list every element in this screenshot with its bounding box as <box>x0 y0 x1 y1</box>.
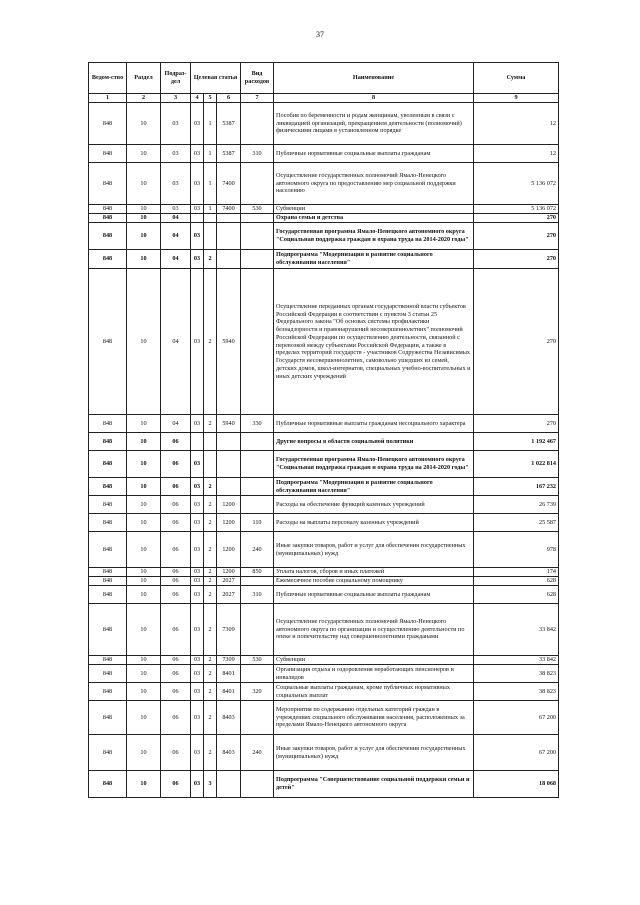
cell-target-code <box>217 223 241 250</box>
cell-target-code: 5387 <box>217 103 241 145</box>
cell-sum: 12 <box>474 145 559 163</box>
table-row <box>89 269 559 415</box>
table-row <box>89 586 559 604</box>
cell-target-subprogram: 2 <box>204 665 217 683</box>
cell-subsection: 03 <box>161 205 191 214</box>
cell-target-subprogram: 2 <box>204 532 217 568</box>
cell-expense-type: 240 <box>241 532 274 568</box>
cell-section: 10 <box>127 223 161 250</box>
cell-target-code: 8401 <box>217 683 241 701</box>
column-number: 2 <box>127 94 161 103</box>
cell-department: 848 <box>89 478 127 496</box>
cell-section: 10 <box>127 735 161 771</box>
cell-name: Публичные нормативные социальные выплаты гражданам <box>274 145 474 163</box>
cell-department: 848 <box>89 223 127 250</box>
column-number: 5 <box>204 94 217 103</box>
cell-sum: 978 <box>474 532 559 568</box>
cell-target-code: 1200 <box>217 496 241 514</box>
header-section: Раздел <box>127 63 161 94</box>
cell-subsection: 06 <box>161 735 191 771</box>
cell-target-program: 03 <box>191 735 204 771</box>
cell-sum: 270 <box>474 415 559 433</box>
cell-sum: 5 136 072 <box>474 163 559 205</box>
cell-target-subprogram: 2 <box>204 604 217 656</box>
cell-target-subprogram: 3 <box>204 771 217 798</box>
cell-department: 848 <box>89 656 127 665</box>
cell-section: 10 <box>127 103 161 145</box>
cell-target-subprogram <box>204 223 217 250</box>
cell-section: 10 <box>127 701 161 735</box>
cell-section: 10 <box>127 496 161 514</box>
cell-subsection: 04 <box>161 223 191 250</box>
cell-section: 10 <box>127 433 161 451</box>
cell-expense-type: 530 <box>241 205 274 214</box>
cell-target-program: 03 <box>191 451 204 478</box>
cell-department: 848 <box>89 683 127 701</box>
cell-target-subprogram: 1 <box>204 145 217 163</box>
cell-target-subprogram: 2 <box>204 701 217 735</box>
cell-target-program <box>191 433 204 451</box>
cell-target-code: 1200 <box>217 568 241 577</box>
cell-expense-type <box>241 214 274 223</box>
cell-sum: 167 232 <box>474 478 559 496</box>
cell-target-code: 1200 <box>217 532 241 568</box>
cell-section: 10 <box>127 604 161 656</box>
cell-target-program: 03 <box>191 496 204 514</box>
cell-section: 10 <box>127 214 161 223</box>
cell-target-code: 1200 <box>217 514 241 532</box>
cell-sum: 67 200 <box>474 701 559 735</box>
cell-section: 10 <box>127 451 161 478</box>
cell-subsection: 03 <box>161 103 191 145</box>
cell-department: 848 <box>89 577 127 586</box>
cell-subsection: 06 <box>161 586 191 604</box>
table-row <box>89 568 559 577</box>
cell-section: 10 <box>127 665 161 683</box>
cell-target-program: 03 <box>191 577 204 586</box>
cell-target-program: 03 <box>191 532 204 568</box>
cell-section: 10 <box>127 568 161 577</box>
table-row <box>89 656 559 665</box>
cell-section: 10 <box>127 683 161 701</box>
cell-subsection: 06 <box>161 451 191 478</box>
budget-table <box>88 62 559 798</box>
cell-subsection: 06 <box>161 496 191 514</box>
cell-subsection: 06 <box>161 478 191 496</box>
column-number: 3 <box>161 94 191 103</box>
cell-department: 848 <box>89 433 127 451</box>
table-row <box>89 433 559 451</box>
cell-section: 10 <box>127 514 161 532</box>
cell-target-subprogram: 2 <box>204 683 217 701</box>
cell-subsection: 06 <box>161 514 191 532</box>
cell-subsection: 04 <box>161 214 191 223</box>
table-row <box>89 604 559 656</box>
cell-sum: 38 823 <box>474 665 559 683</box>
cell-expense-type: 240 <box>241 735 274 771</box>
header-target-article: Целевая статья <box>191 63 241 94</box>
cell-name: Подпрограмма "Модернизация и развитие социального обслуживания населения" <box>274 250 474 269</box>
table-row <box>89 496 559 514</box>
cell-sum: 270 <box>474 269 559 415</box>
cell-subsection: 06 <box>161 532 191 568</box>
cell-target-code: 7400 <box>217 163 241 205</box>
table-row <box>89 415 559 433</box>
cell-name: Другие вопросы в области социальной политики <box>274 433 474 451</box>
cell-name: Расходы на выплаты персоналу казенных учреждений <box>274 514 474 532</box>
header-sum: Сумма <box>474 63 559 94</box>
column-number: 6 <box>217 94 241 103</box>
cell-subsection: 03 <box>161 163 191 205</box>
cell-subsection: 03 <box>161 145 191 163</box>
header-department: Ведом-ство <box>89 63 127 94</box>
cell-target-program <box>191 214 204 223</box>
cell-target-subprogram: 2 <box>204 269 217 415</box>
cell-target-code: 7309 <box>217 656 241 665</box>
cell-name: Осуществление государственных полномочий Ямало-Ненецкого автономного округа по организации и осуществлению деятельности по опеке и попечительству над совершеннолетними гражданами <box>274 604 474 656</box>
cell-section: 10 <box>127 269 161 415</box>
cell-department: 848 <box>89 735 127 771</box>
table-row <box>89 683 559 701</box>
header-row <box>89 63 559 94</box>
cell-target-subprogram: 2 <box>204 656 217 665</box>
cell-section: 10 <box>127 577 161 586</box>
cell-section: 10 <box>127 205 161 214</box>
cell-target-program: 03 <box>191 145 204 163</box>
cell-department: 848 <box>89 586 127 604</box>
cell-department: 848 <box>89 701 127 735</box>
cell-subsection: 04 <box>161 250 191 269</box>
column-number: 1 <box>89 94 127 103</box>
cell-target-program: 03 <box>191 103 204 145</box>
cell-name: Государственная программа Ямало-Ненецкого автономного округа "Социальная поддержка граждан и охрана труда на 2014-2020 годы" <box>274 223 474 250</box>
cell-target-code: 8403 <box>217 701 241 735</box>
cell-name: Мероприятия по содержанию отдельных категорий граждан в учреждениях социального обслуживания населения, расположенных за пределами Ямало-Ненецкого автономного округа <box>274 701 474 735</box>
cell-target-subprogram: 2 <box>204 568 217 577</box>
cell-target-code <box>217 451 241 478</box>
cell-department: 848 <box>89 514 127 532</box>
cell-department: 848 <box>89 250 127 269</box>
cell-target-subprogram <box>204 214 217 223</box>
table-row <box>89 250 559 269</box>
cell-name: Ежемесячное пособие социальному помощнику <box>274 577 474 586</box>
table-row <box>89 451 559 478</box>
cell-expense-type: 850 <box>241 568 274 577</box>
cell-sum: 26 739 <box>474 496 559 514</box>
cell-department: 848 <box>89 103 127 145</box>
header-expense-type: Вид расходов <box>241 63 274 94</box>
cell-expense-type <box>241 103 274 145</box>
cell-target-subprogram: 2 <box>204 577 217 586</box>
cell-department: 848 <box>89 451 127 478</box>
cell-expense-type <box>241 701 274 735</box>
cell-target-code <box>217 214 241 223</box>
cell-target-code <box>217 478 241 496</box>
table-body <box>89 103 559 798</box>
cell-sum: 1 192 467 <box>474 433 559 451</box>
cell-section: 10 <box>127 145 161 163</box>
cell-target-program: 03 <box>191 586 204 604</box>
cell-target-code: 2027 <box>217 586 241 604</box>
cell-department: 848 <box>89 205 127 214</box>
cell-target-code: 5387 <box>217 145 241 163</box>
cell-target-program: 03 <box>191 250 204 269</box>
cell-target-program: 03 <box>191 163 204 205</box>
cell-name: Подпрограмма "Модернизация и развитие социального обслуживания населения" <box>274 478 474 496</box>
cell-expense-type <box>241 433 274 451</box>
cell-department: 848 <box>89 496 127 514</box>
cell-expense-type <box>241 478 274 496</box>
cell-target-subprogram: 1 <box>204 205 217 214</box>
cell-expense-type: 310 <box>241 145 274 163</box>
cell-sum: 25 587 <box>474 514 559 532</box>
cell-department: 848 <box>89 145 127 163</box>
column-number: 4 <box>191 94 204 103</box>
cell-target-subprogram: 2 <box>204 586 217 604</box>
cell-subsection: 06 <box>161 683 191 701</box>
cell-sum: 628 <box>474 577 559 586</box>
cell-section: 10 <box>127 415 161 433</box>
cell-name: Государственная программа Ямало-Ненецкого автономного округа "Социальная поддержка граждан и охрана труда на 2014-2020 годы" <box>274 451 474 478</box>
cell-sum: 67 200 <box>474 735 559 771</box>
cell-sum: 270 <box>474 250 559 269</box>
cell-expense-type <box>241 163 274 205</box>
cell-sum: 174 <box>474 568 559 577</box>
table-row <box>89 735 559 771</box>
cell-department: 848 <box>89 604 127 656</box>
table-row <box>89 532 559 568</box>
cell-target-program: 03 <box>191 665 204 683</box>
cell-target-subprogram: 1 <box>204 103 217 145</box>
cell-target-program: 03 <box>191 415 204 433</box>
cell-target-program: 03 <box>191 205 204 214</box>
cell-target-subprogram: 2 <box>204 496 217 514</box>
cell-target-program: 03 <box>191 568 204 577</box>
cell-target-code: 2027 <box>217 577 241 586</box>
cell-target-program: 03 <box>191 514 204 532</box>
cell-expense-type: 320 <box>241 683 274 701</box>
cell-target-program: 03 <box>191 269 204 415</box>
cell-target-subprogram: 2 <box>204 514 217 532</box>
table-row <box>89 223 559 250</box>
cell-name: Социальные выплаты гражданам, кроме публичных нормативных социальных выплат <box>274 683 474 701</box>
cell-name: Публичные нормативные выплаты гражданам несоциального характера <box>274 415 474 433</box>
cell-department: 848 <box>89 568 127 577</box>
cell-expense-type <box>241 451 274 478</box>
cell-subsection: 04 <box>161 415 191 433</box>
cell-target-subprogram <box>204 433 217 451</box>
cell-subsection: 06 <box>161 433 191 451</box>
cell-target-subprogram: 1 <box>204 163 217 205</box>
cell-target-code: 8401 <box>217 665 241 683</box>
cell-subsection: 06 <box>161 568 191 577</box>
cell-section: 10 <box>127 771 161 798</box>
cell-target-subprogram <box>204 451 217 478</box>
cell-name: Осуществление переданных органам государственной власти субъектов Российской Федерации в соответствии с пунктом 3 статьи 25 Федерального закона "Об основах системы профилактики безнадзорности и правонарушений несовершеннолетних" полномочий Российской Федерации по осуществлению деятельности, связанной с перевозкой между субъектами Российской Федерации, а также в пределах территорий государств - участников Содружества Независимых Государств несовершеннолетних, самовольно ушедших из семей, детских домов, школ-интернатов, специальных учебно-воспитательных и иных детских учреждений <box>274 269 474 415</box>
column-number-row <box>89 94 559 103</box>
cell-target-program: 03 <box>191 771 204 798</box>
cell-name: Иные закупки товаров, работ и услуг для обеспечения государственных (муниципальных) нужд <box>274 532 474 568</box>
cell-sum: 33 842 <box>474 656 559 665</box>
table-row <box>89 771 559 798</box>
cell-department: 848 <box>89 163 127 205</box>
header-name: Наименование <box>274 63 474 94</box>
cell-section: 10 <box>127 250 161 269</box>
cell-target-subprogram: 2 <box>204 250 217 269</box>
cell-target-subprogram: 2 <box>204 415 217 433</box>
cell-sum: 270 <box>474 214 559 223</box>
table-row <box>89 577 559 586</box>
cell-sum: 33 842 <box>474 604 559 656</box>
cell-target-program: 03 <box>191 223 204 250</box>
table-row <box>89 478 559 496</box>
header-subsection: Подраз-дел <box>161 63 191 94</box>
cell-expense-type: 310 <box>241 586 274 604</box>
cell-sum: 38 823 <box>474 683 559 701</box>
column-number: 9 <box>474 94 559 103</box>
cell-subsection: 06 <box>161 771 191 798</box>
cell-expense-type <box>241 771 274 798</box>
cell-name: Субвенции <box>274 205 474 214</box>
cell-department: 848 <box>89 415 127 433</box>
cell-subsection: 06 <box>161 665 191 683</box>
cell-target-program: 03 <box>191 604 204 656</box>
cell-subsection: 06 <box>161 656 191 665</box>
cell-section: 10 <box>127 656 161 665</box>
cell-section: 10 <box>127 586 161 604</box>
cell-sum: 1 022 814 <box>474 451 559 478</box>
cell-target-code <box>217 250 241 269</box>
cell-expense-type <box>241 250 274 269</box>
cell-target-subprogram: 2 <box>204 735 217 771</box>
cell-expense-type: 330 <box>241 415 274 433</box>
cell-sum: 270 <box>474 223 559 250</box>
cell-expense-type <box>241 604 274 656</box>
cell-section: 10 <box>127 478 161 496</box>
cell-name: Осуществление государственных полномочий Ямало-Ненецкого автономного округа по предоставлению мер социальной поддержки населению <box>274 163 474 205</box>
table-row <box>89 145 559 163</box>
cell-target-code: 8403 <box>217 735 241 771</box>
table-row <box>89 514 559 532</box>
cell-target-code: 5940 <box>217 415 241 433</box>
table-row <box>89 701 559 735</box>
cell-name: Подпрограмма "Совершенствование социальной поддержки семьи и детей" <box>274 771 474 798</box>
cell-expense-type <box>241 496 274 514</box>
cell-department: 848 <box>89 269 127 415</box>
cell-name: Охрана семьи и детства <box>274 214 474 223</box>
cell-target-code: 7400 <box>217 205 241 214</box>
cell-section: 10 <box>127 532 161 568</box>
cell-target-code: 7309 <box>217 604 241 656</box>
cell-name: Публичные нормативные социальные выплаты гражданам <box>274 586 474 604</box>
cell-subsection: 06 <box>161 701 191 735</box>
cell-target-program: 03 <box>191 701 204 735</box>
cell-sum: 12 <box>474 103 559 145</box>
cell-sum: 628 <box>474 586 559 604</box>
cell-target-code: 5940 <box>217 269 241 415</box>
cell-name: Организация отдыха и оздоровления неработающих пенсионеров и инвалидов <box>274 665 474 683</box>
cell-name: Иные закупки товаров, работ и услуг для обеспечения государственных (муниципальных) нужд <box>274 735 474 771</box>
page-number: 37 <box>316 30 324 39</box>
cell-subsection: 06 <box>161 604 191 656</box>
cell-name: Расходы на обеспечение функций казенных учреждений <box>274 496 474 514</box>
cell-name: Уплата налогов, сборов и иных платежей <box>274 568 474 577</box>
cell-department: 848 <box>89 532 127 568</box>
cell-target-code <box>217 433 241 451</box>
cell-name: Субвенции <box>274 656 474 665</box>
table-row <box>89 103 559 145</box>
table-row <box>89 205 559 214</box>
table-row <box>89 163 559 205</box>
cell-expense-type: 530 <box>241 656 274 665</box>
cell-sum: 18 068 <box>474 771 559 798</box>
cell-target-subprogram: 2 <box>204 478 217 496</box>
cell-subsection: 04 <box>161 269 191 415</box>
cell-target-program: 03 <box>191 683 204 701</box>
column-number: 7 <box>241 94 274 103</box>
cell-expense-type <box>241 223 274 250</box>
cell-target-code <box>217 771 241 798</box>
cell-name: Пособия по беременности и родам женщинам, уволенным в связи с ликвидацией организаций, прекращением деятельности (полномочий) физическими лицами в установленном порядке <box>274 103 474 145</box>
cell-target-program: 03 <box>191 656 204 665</box>
cell-department: 848 <box>89 771 127 798</box>
cell-expense-type <box>241 577 274 586</box>
column-number: 8 <box>274 94 474 103</box>
cell-expense-type: 110 <box>241 514 274 532</box>
cell-expense-type <box>241 665 274 683</box>
cell-department: 848 <box>89 214 127 223</box>
cell-expense-type <box>241 269 274 415</box>
cell-department: 848 <box>89 665 127 683</box>
table-row <box>89 665 559 683</box>
cell-target-program: 03 <box>191 478 204 496</box>
cell-sum: 5 136 072 <box>474 205 559 214</box>
table-row <box>89 214 559 223</box>
cell-subsection: 06 <box>161 577 191 586</box>
cell-section: 10 <box>127 163 161 205</box>
